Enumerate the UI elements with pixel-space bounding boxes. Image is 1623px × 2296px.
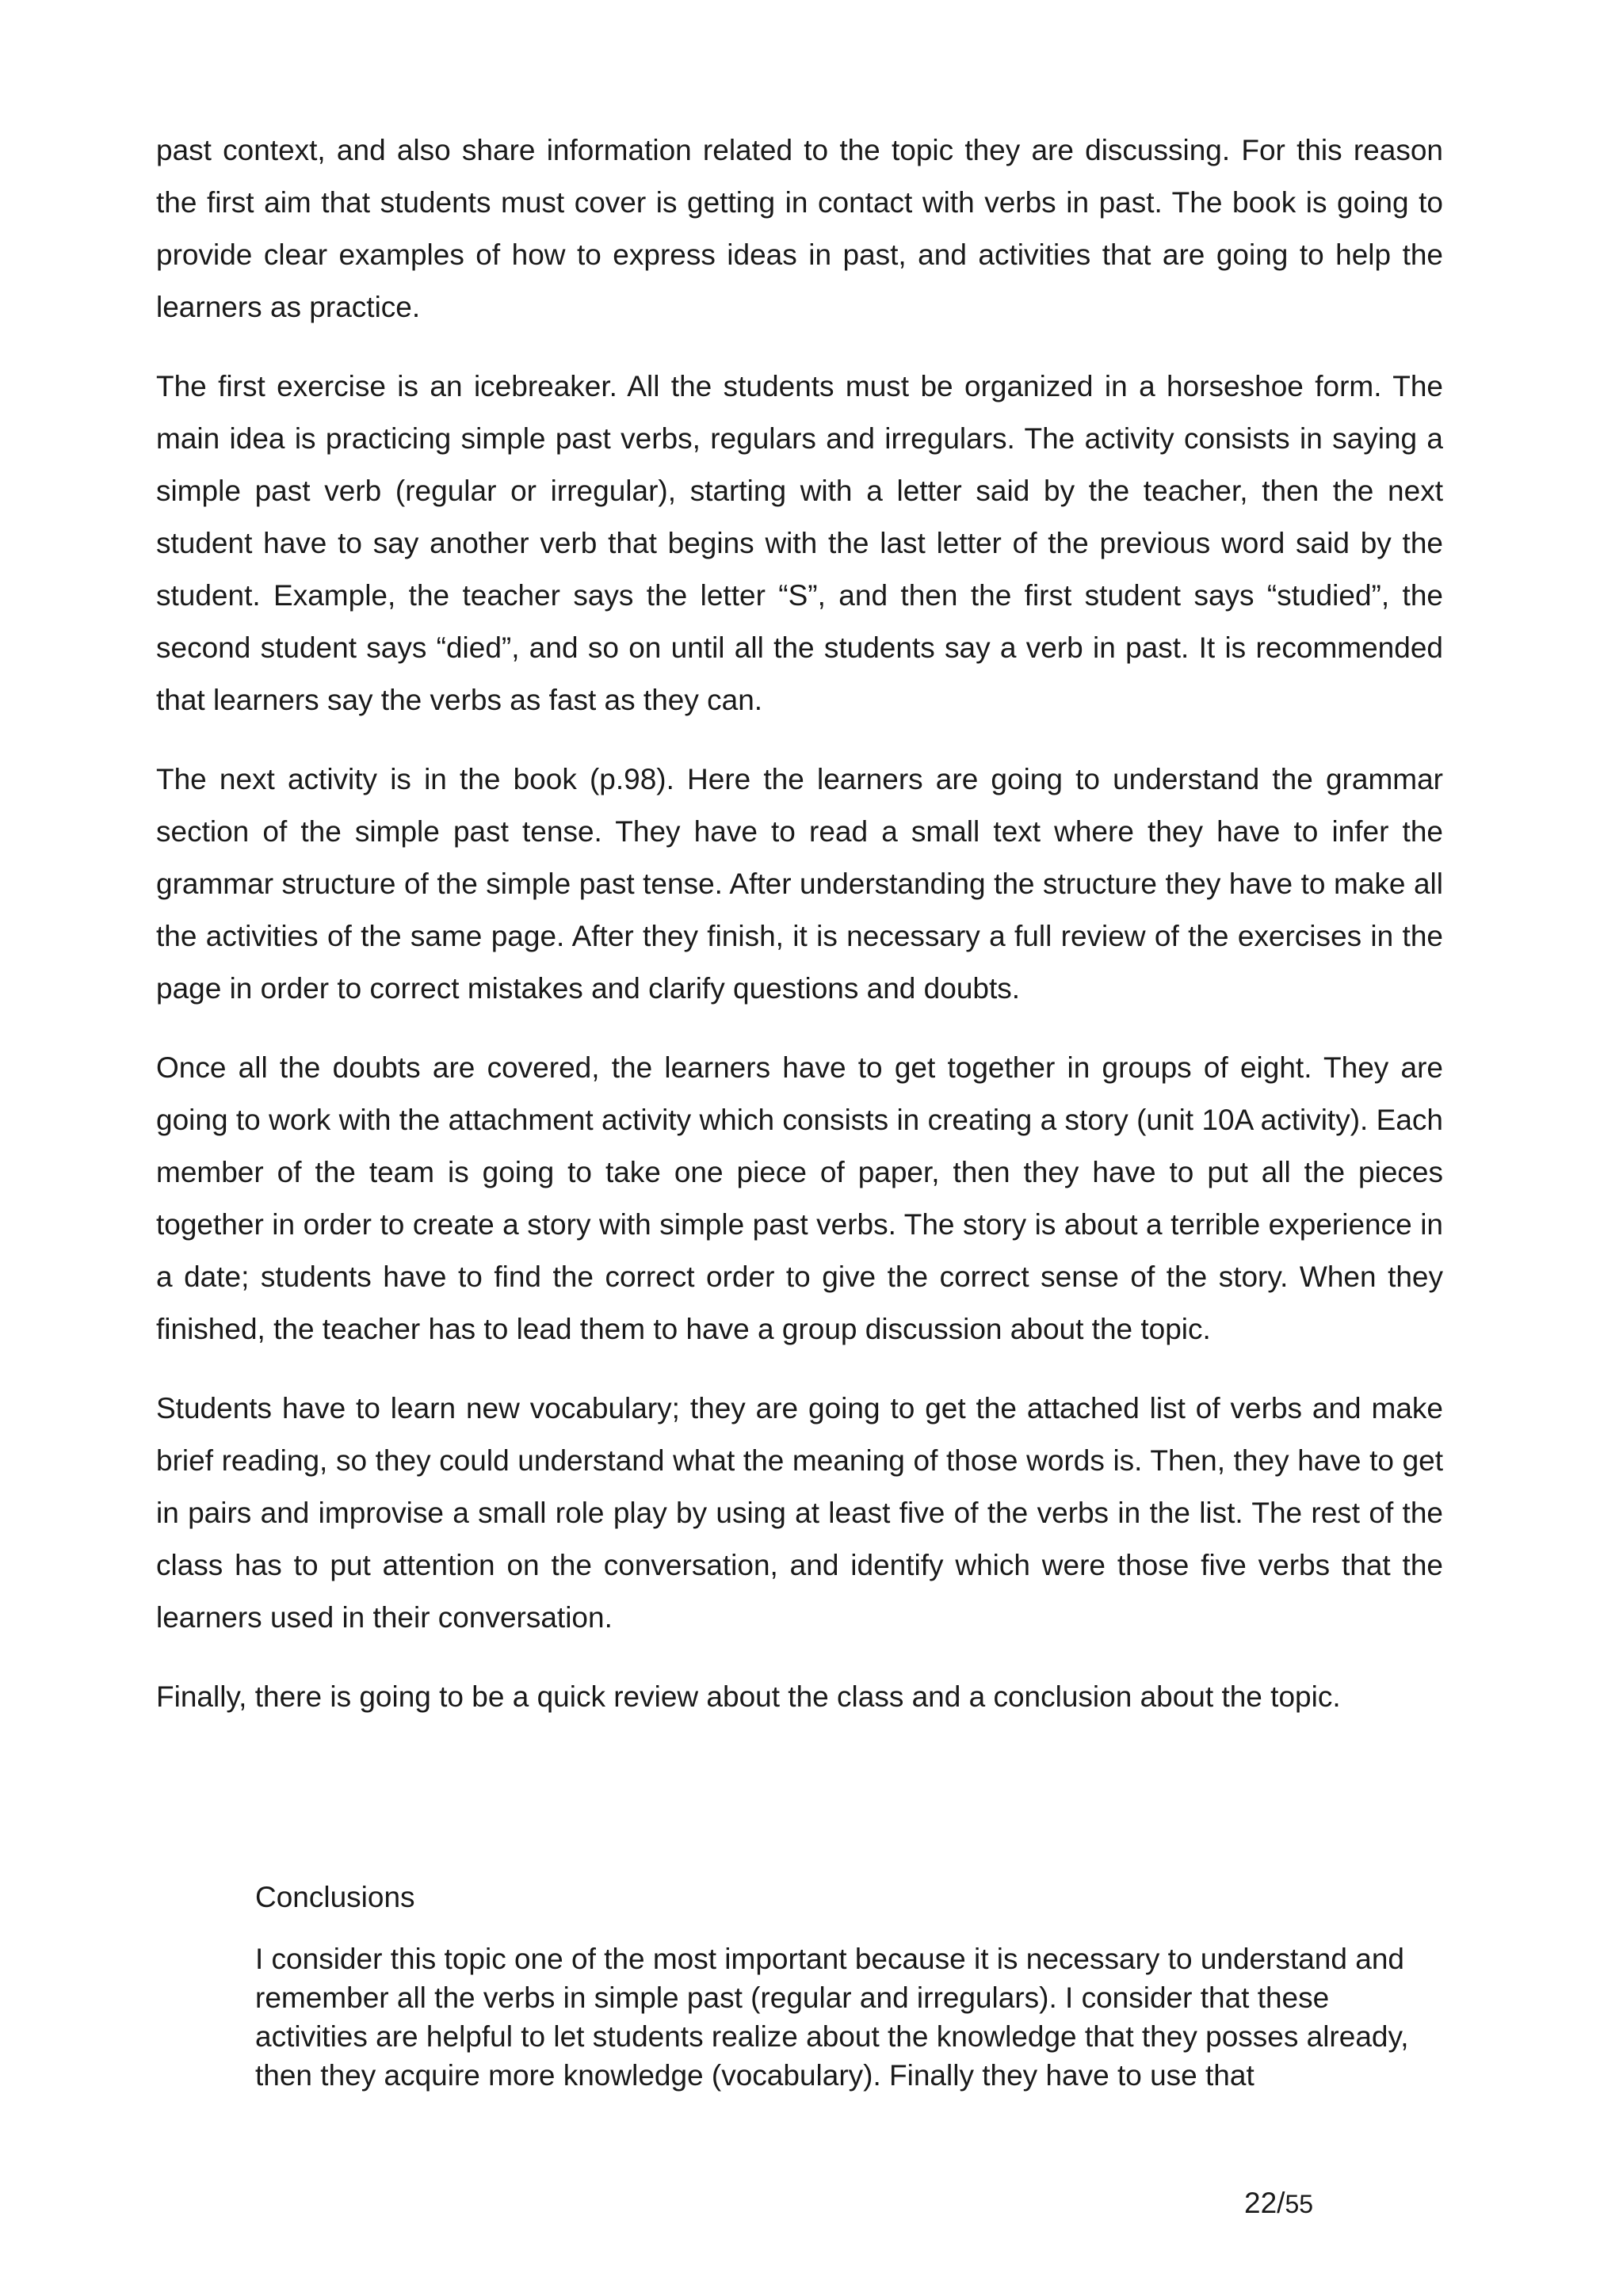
page-total: 55 <box>1285 2190 1314 2218</box>
conclusions-text: I consider this topic one of the most important because it is necessary to understand and remember all the verbs in simple past (regular and irregulars). I consider that these activities are helpful to let students realize about the knowledge that they posses already, then they acquire more knowledge (vocabulary). Finally they have to use that <box>255 1943 1409 2092</box>
page-current: 22/ <box>1244 2187 1285 2219</box>
paragraph-6: Finally, there is going to be a quick review about the class and a conclusion about the topic. <box>156 1680 1341 1713</box>
body-text <box>156 124 1443 1750</box>
page-number <box>1244 2183 1313 2224</box>
paragraph-5: Students have to learn new vocabulary; they are going to get the attached list of verbs and make brief reading, so they could understand what the meaning of those words is. Then, they have to get in pairs and improvise a small role play by using at least five of the verbs in the list. The rest of the class has to put attention on the conversation, and identify which were those five verbs that the learners used in their conversation. <box>156 1392 1443 1634</box>
conclusions-section <box>255 1878 1444 2095</box>
paragraph-2: The first exercise is an icebreaker. All the students must be organized in a horseshoe form. The main idea is practicing simple past verbs, regulars and irregulars. The activity consists in saying a simple past verb (regular or irregular), starting with a letter said by the teacher, then the next student have to say another verb that begins with the last letter of the previous word said by the student. Example, the teacher says the letter “S”, and then the first student says “studied”, the second student says “died”, and so on until all the students say a verb in past. It is recommended that learners say the verbs as fast as they can. <box>156 370 1443 716</box>
paragraph-1: past context, and also share information related to the topic they are discussing. For this reason the first aim that students must cover is getting in contact with verbs in past. The book is going to provide clear examples of how to express ideas in past, and activities that are going to help the learners as practice. <box>156 134 1443 323</box>
conclusions-heading: Conclusions <box>255 1881 415 1913</box>
paragraph-4: Once all the doubts are covered, the learners have to get together in groups of eight. They are going to work with the attachment activity which consists in creating a story (unit 10A activity). Each member of the team is going to take one piece of paper, then they have to put all the pieces together in order to create a story with simple past verbs. The story is about a terrible experience in a date; students have to find the correct order to give the correct sense of the story. When they finished, the teacher has to lead them to have a group discussion about the topic. <box>156 1051 1443 1345</box>
paragraph-3: The next activity is in the book (p.98). Here the learners are going to understand the grammar section of the simple past tense. They have to read a small text where they have to infer the grammar structure of the simple past tense. After understanding the structure they have to make all the activities of the same page. After they finish, it is necessary a full review of the exercises in the page in order to correct mistakes and clarify questions and doubts. <box>156 763 1443 1005</box>
